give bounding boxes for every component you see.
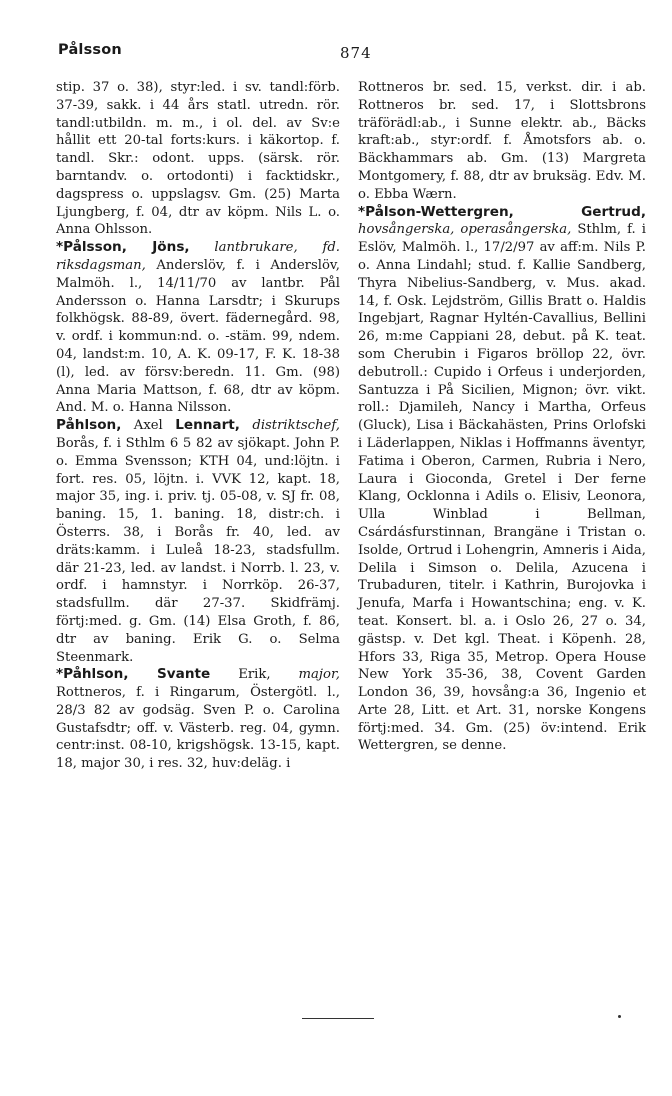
entry-given-name: Erik,: [238, 667, 271, 683]
entry-text: Sthlm, f. i Eslöv, Malmöh. l., 17/2/97 av aff:m. Nils P. o. Anna Lindahl; stud. f. Kallie Sandberg, Thyra Nibelius-Sandberg, v. Mus. akad. 14, f. Osk. Lejdström, Gillis Bratt o. Haldis Ingebjart, Ragnar Hyltén-Cavallius, Bellini 26, m:me Cappiani 28, debut. på K. teat. som Cherubin i Figaros bröllop 22, övr. debutroll.: Cupido i Orfeus i underjorden, Santuzza i På Sicilien, Mignon; övr. vikt. roll.: Djamileh, Nancy i Martha, Orfeus (Gluck), Lisa i Bäckahästen, Prins Orlofski i Läderlappen, Niklas i Hoffmanns äventyr, Fatima i Oberon, Carmen, Rubria i Nero, Laura i Gioconda, Gretel i Der ferne Klang, Ocklonna i Adils o. Elisiv, Leonora, Ulla Winblad i Bellman, Csárdásfurstinnan, Brangäne i Tristan o. Isolde, Ortrud i Lohengrin, Amneris i Aida, Delila i Simson o. Delila, Azucena i Trubaduren, titelr. i Kathrin, Burojovka i Jenufa, Marfa i Howantschina; eng. v. K. teat. Konsert. bl. a. i Oslo 26, 27 o. 34, gästsp. v. Det kgl. Theat. i Köpenh. 28, Hfors 33, Riga 35, Metrop. Opera House New York 35-36, 38, Covent Garden London 36, 39, hovsång:a 36, Ingenio et Arte 28, Litt. et Art. 31, norske Kongens förtj:med. 34. Gm. (25) öv:intend. Erik Wettergren, se denne.: [358, 222, 646, 754]
entry-pahlson-svante: [56, 666, 340, 773]
entry-headword: *Pålsson, Jöns,: [56, 239, 190, 256]
entry-palson-wettergren: [358, 204, 646, 756]
entry-text: Borås, f. i Sthlm 6 5 82 av sjökapt. John P. o. Emma Svensson; KTH 04, und:löjtn. i fort. res. 05, löjtn. i. VVK 12, kapt. 18, major 35, ing. i. priv. tj. 05-08, v. SJ fr. 08, baning. 15, 1. baning. 18, distr:ch. i Österrs. 38, i Borås fr. 40, led. av dräts:kamm. i Luleå 18-23, stadsfullm. där 21-23, led. av landst. i Norrb. l. 23, v. ordf. i hamnstyr. i Norrköp. 26-37, stadsfullm. där 27-37. Skidfrämj. förtj:med. g. Gm. (14) Elsa Groth, f. 86, dtr av baning. Erik G. o. Selma Steenmark.: [56, 435, 340, 665]
entry-headword: Påhlson,: [56, 417, 122, 434]
entry-title: hovsångerska, operasångerska,: [358, 222, 572, 238]
footer-mark: [618, 1015, 621, 1018]
right-column: [358, 79, 646, 755]
entry-call-name: Lennart,: [175, 417, 240, 434]
page-header: [58, 42, 614, 64]
entry-title: distriktschef,: [252, 418, 340, 434]
entry-title: major,: [298, 667, 340, 683]
entry-continuation: Rottneros br. sed. 15, verkst. dir. i ab. Rottneros br. sed. 17, i Slottsbrons träförädl:ab., i Sunne elektr. ab., Bäcks kraft:ab., styr:ordf. f. Åmotsfors ab. o. Bäckhammars ab. Gm. (13) Margreta Montgomery, f. 88, dtr av bruksäg. Edv. M. o. Ebba Wærn.: [358, 80, 646, 202]
running-head: Pålsson: [58, 42, 122, 58]
left-column: [56, 79, 340, 773]
entry-text: Anderslöv, f. i Anderslöv, Malmöh. l., 14/11/70 av lantbr. Pål Andersson o. Hanna Larsdtr; i Skurups folkhögsk. 88-89, övert. fädernegård. 98, v. ordf. i kommun:nd. o. -stäm. 99, ndem. 04, landst:m. 10, A. K. 09-17, F. K. 18-38 (l), led. av försv:beredn. 11. Gm. (98) Anna Maria Mattson, f. 68, dtr av köpm. And. M. o. Hanna Nilsson.: [56, 257, 340, 416]
entry-palsson-jons: [56, 239, 340, 417]
entry-headword: *Pålson-Wettergren, Gertrud,: [358, 203, 646, 220]
footer-rule: [302, 1018, 374, 1019]
entry-text: Rottneros, f. i Ringarum, Östergötl. l., 28/3 82 av godsäg. Sven P. o. Carolina Gustafsdtr; off. v. Västerb. reg. 04, gymn. centr:inst. 08-10, krigshögsk. 13-15, kapt. 18, major 30, i res. 32, huv:deläg. i: [56, 685, 340, 772]
entry-title: lantbrukare, fd. riksdagsman,: [56, 240, 340, 273]
entry-headword: *Påhlson, Svante: [56, 666, 211, 683]
entry-given-name: Axel: [133, 418, 163, 434]
entry-pahlson-lennart: [56, 417, 340, 666]
page-number: 874: [340, 44, 372, 62]
entry-continuation: stip. 37 o. 38), styr:led. i sv. tandl:förb. 37-39, sakk. i 44 års statl. utredn. rör. tandl:utbildn. m. m., i ol. del. av Sv:e hållit ett 20-tal forts:kurs. i käkortop. f. tandl. Skr.: odont. upps. (särsk. rör. barntandv. o. ortodonti) i facktidskr., dagspress o. uppslagsv. Gm. (25) Marta Ljungberg, f. 04, dtr av köpm. Nils L. o. Anna Ohlsson.: [56, 80, 340, 238]
